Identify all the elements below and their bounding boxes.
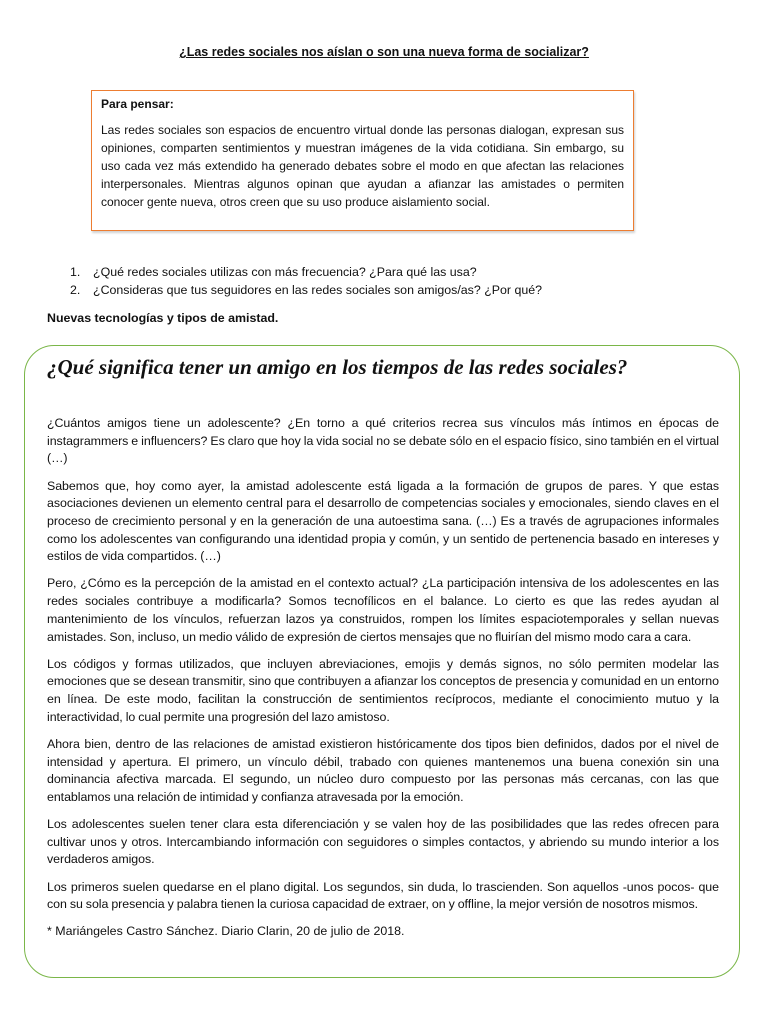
think-box-text: Las redes sociales son espacios de encuentro virtual donde las personas dialogan, expresan sus opiniones, comparten sentimientos y muestran imágenes de la vida cotidiana. Sin embargo, su uso cada vez más extendido ha generado debates sobre el modo en que afectan las relaciones interpersonales. Mientras algunos opinan que ayudan a afianzar las amistades o permiten conocer gente nueva, otros creen que su uso produce aislamiento social. [101,123,624,209]
article-paragraph: Los códigos y formas utilizados, que incluyen abreviaciones, emojis y demás signos, no sólo permiten modelar las emociones que se desean transmitir, sino que contribuyen a afianzar los conceptos de presencia y comunidad en un entorno en línea. De este modo, facilitan la construcción de sentimientos recíprocos, mediante el conocimiento mutuo y la interactividad, lo cual permite una progresión del lazo amistoso. [47,656,719,724]
article-paragraph: Pero, ¿Cómo es la percepción de la amistad en el contexto actual? ¿La participación intensiva de los adolescentes en las redes sociales contribuye a modificarla? Somos tecnofílicos en el balance. Lo cierto es que las redes ayudan al mantenimiento de los vínculos, refuerzan lazos ya construidos, rompen los límites espaciotemporales y sellan nuevas amistades. Son, incluso, un medio válido de expresión de ciertos mensajes que no fluirían del mismo modo cara a cara. [47,576,719,644]
document-title-text: ¿Las redes sociales nos aíslan o son una nueva forma de socializar? [179,45,589,59]
question-list [70,263,730,299]
think-box-label: Para pensar: [101,97,174,111]
question-text: ¿Consideras que tus seguidores en las redes sociales son amigos/as? ¿Por qué? [93,283,543,297]
question-number: 1. [70,265,81,279]
article-paragraph: Sabemos que, hoy como ayer, la amistad adolescente está ligada a la formación de grupos de pares. Y que estas asociaciones devienen un elemento central para el desarrollo de competencias sociales y emocionales, siendo claves en el proceso de crecimiento personal y en la generación de una autoestima sana. (…) Es a través de agrupaciones informales como los adolescentes van configurando una identidad propia y común, y un sentido de pertenencia basado en intereses y estilos de vida compartidos. (…) [47,478,719,564]
question-item [70,263,730,281]
article-citation: * Mariángeles Castro Sánchez. Diario Clarin, 20 de julio de 2018. [47,924,405,939]
article-box [24,345,740,978]
question-item [70,281,730,299]
think-box [91,90,634,231]
article-paragraph: Los adolescentes suelen tener clara esta diferenciación y se valen hoy de las posibilidades que las redes ofrecen para cultivar unos y otros. Intercambiando información con seguidores o simples contactos, y abriendo su mundo interior a los verdaderos amigos. [47,817,719,867]
article-paragraph: ¿Cuántos amigos tiene un adolescente? ¿En torno a qué criterios recrea sus vínculos más íntimos en épocas de instagrammers e influencers? Es claro que hoy la vida social no se debate sólo en el espacio físico, sino también en el virtual (…) [47,416,719,466]
article-paragraph: Los primeros suelen quedarse en el plano digital. Los segundos, sin duda, lo trascienden. Son aquellos -unos pocos- que con su sola presencia y palabra tienen la curiosa capacidad de extraer, on y offline, la mejor versión de nosotros mismos. [47,879,719,912]
article-heading: ¿Qué significa tener un amigo en los tiempos de las redes sociales? [47,355,628,379]
article-paragraph: Ahora bien, dentro de las relaciones de amistad existieron históricamente dos tipos bien definidos, dados por el nivel de intensidad y apertura. El primero, un vínculo débil, trabado con quienes mantenemos una buena conexión sin una dominancia afectiva marcada. El segundo, un núcleo duro compuesto por las personas más cercanas, con las que entablamos una relación de intimidad y confianza atravesada por la emoción. [47,736,719,804]
document-title [0,44,768,61]
section-title: Nuevas tecnologías y tipos de amistad. [47,311,279,325]
question-text: ¿Qué redes sociales utilizas con más frecuencia? ¿Para qué las usa? [93,265,477,279]
question-number: 2. [70,283,81,297]
